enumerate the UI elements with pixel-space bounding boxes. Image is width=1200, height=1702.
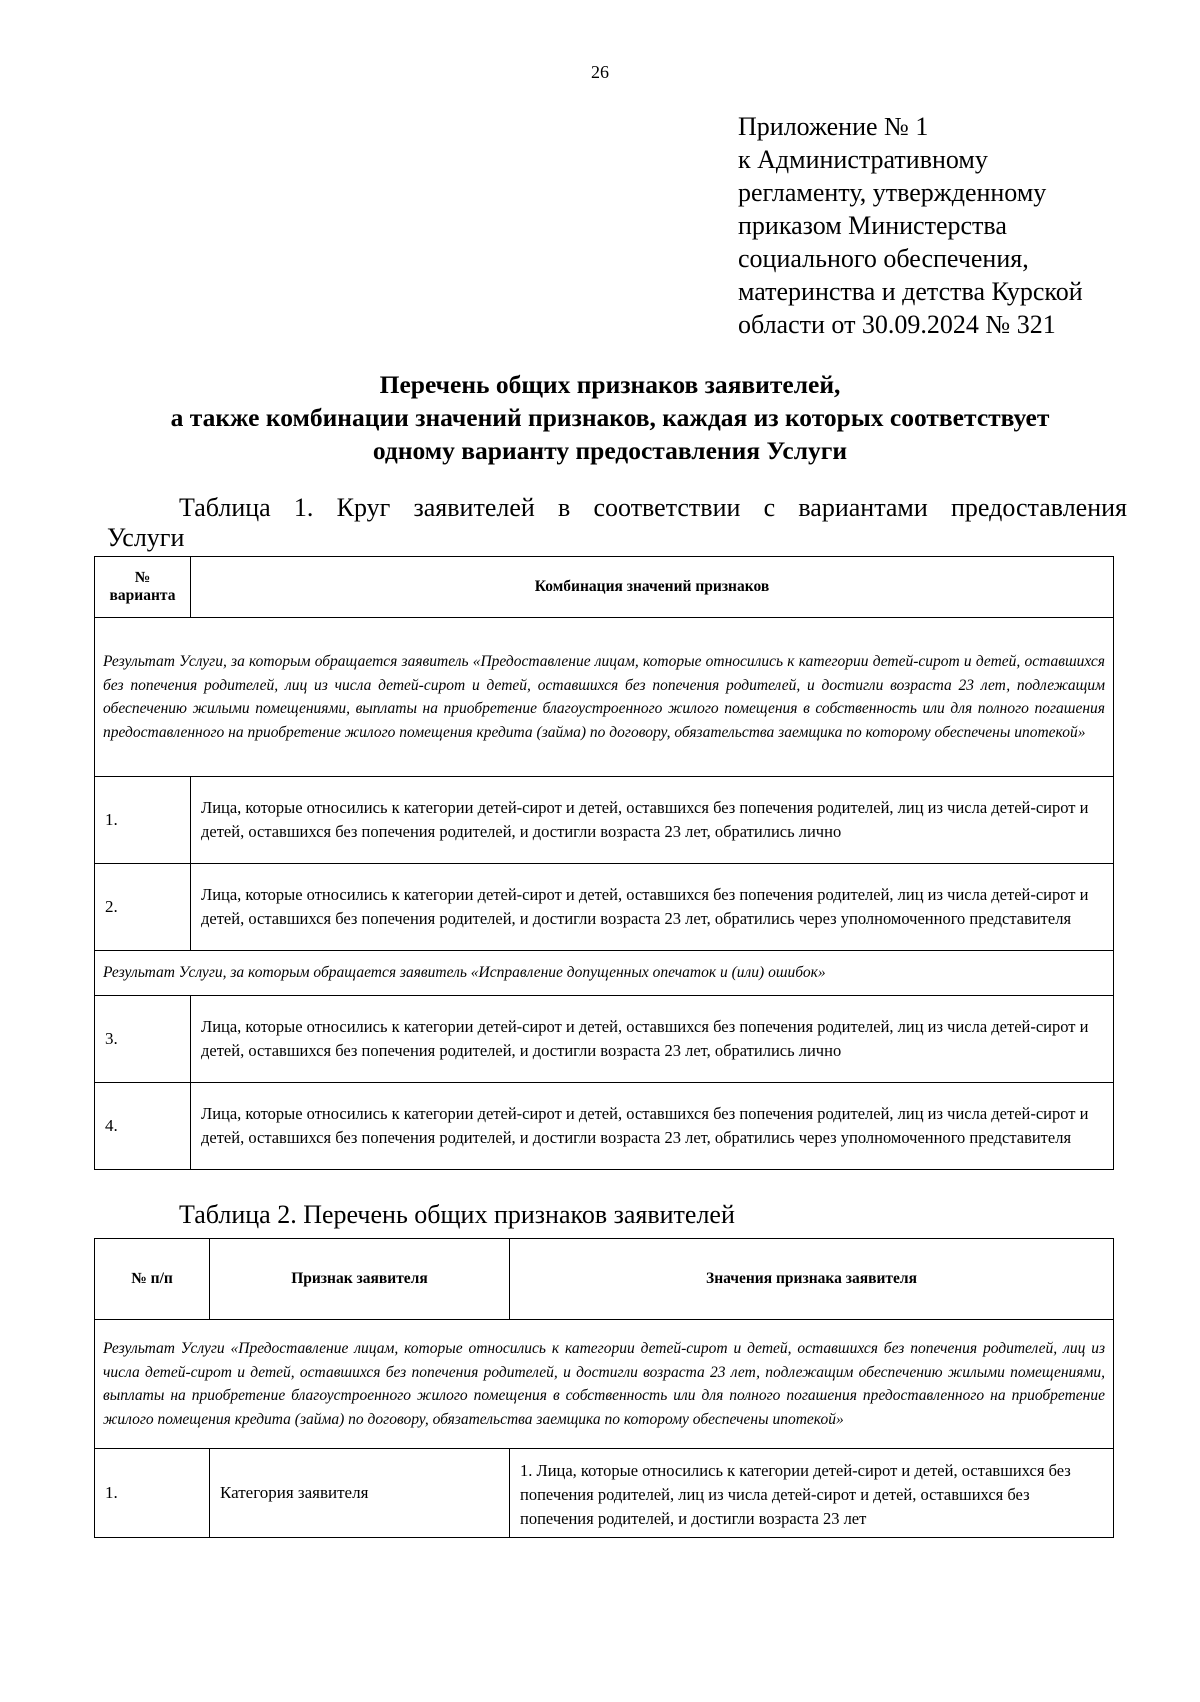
appendix-line: области от 30.09.2024 № 321 xyxy=(738,310,1056,339)
table2-caption: Таблица 2. Перечень общих признаков заявителей xyxy=(179,1200,735,1229)
table1-caption-line1: Таблица 1. Круг заявителей в соответствии с вариантами предоставления xyxy=(179,493,1127,522)
table2-header-row xyxy=(95,1239,1114,1320)
variant-combination: Лица, которые относились к категории детей-сирот и детей, оставшихся без попечения родителей, лиц из числа детей-сирот и детей, оставшихся без попечения родителей, и достигли возраста 23 лет, обратились через уполномоченного представителя xyxy=(191,1083,1114,1170)
table1-caption-line2: Услуги xyxy=(107,523,185,552)
table-row xyxy=(95,996,1114,1083)
table-row xyxy=(95,1083,1114,1170)
attribute-name: Категория заявителя xyxy=(210,1449,510,1538)
table1-caption xyxy=(107,493,1127,553)
table1-section-row xyxy=(95,951,1114,996)
table1-section-row xyxy=(95,618,1114,777)
document-title xyxy=(100,368,1120,467)
table1-section-result-2: Результат Услуги, за которым обращается заявитель «Исправление допущенных опечаток и (или) ошибок» xyxy=(95,951,1114,996)
variant-combination: Лица, которые относились к категории детей-сирот и детей, оставшихся без попечения родителей, лиц из числа детей-сирот и детей, оставшихся без попечения родителей, и достигли возраста 23 лет, обратились лично xyxy=(191,996,1114,1083)
table-row xyxy=(95,1449,1114,1538)
attribute-values: 1. Лица, которые относились к категории детей-сирот и детей, оставшихся без попечения родителей, лиц из числа детей-сирот и детей, оставшихся без попечения родителей, и достигли возраста 23 лет xyxy=(510,1449,1114,1538)
variant-combination: Лица, которые относились к категории детей-сирот и детей, оставшихся без попечения родителей, лиц из числа детей-сирот и детей, оставшихся без попечения родителей, и достигли возраста 23 лет, обратились лично xyxy=(191,777,1114,864)
table2-attributes xyxy=(94,1238,1114,1538)
table1-variants xyxy=(94,556,1114,1170)
variant-number: 4. xyxy=(95,1083,191,1170)
title-line: одному варианту предоставления Услуги xyxy=(372,436,848,465)
appendix-line: материнства и детства Курской xyxy=(738,277,1083,306)
table1-section-result-1: Результат Услуги, за которым обращается заявитель «Предоставление лицам, которые относились к категории детей-сирот и детей, оставшихся без попечения родителей, лиц из числа детей-сирот и детей, оставшихся без попечения родителей, и достигли возраста 23 лет, подлежащим обеспечению жилыми помещениями, выплаты на приобретение благоустроенного жилого помещения в собственность или для полного погашения предоставленного на приобретение жилого помещения кредита (займа) по договору, обязательства заемщика по которому обеспечены ипотекой» xyxy=(95,618,1114,777)
appendix-line: Приложение № 1 xyxy=(738,112,929,141)
title-line: Перечень общих признаков заявителей, xyxy=(379,370,841,399)
variant-number: 3. xyxy=(95,996,191,1083)
appendix-line: социального обеспечения, xyxy=(738,244,1029,273)
table1-header-num: № варианта xyxy=(95,557,191,618)
appendix-line: регламенту, утвержденному xyxy=(738,178,1047,207)
table2-header-attribute: Признак заявителя xyxy=(210,1239,510,1320)
appendix-block xyxy=(738,110,1083,341)
table2-header-num: № п/п xyxy=(95,1239,210,1320)
table-row xyxy=(95,777,1114,864)
table-row xyxy=(95,864,1114,951)
table1-header-row xyxy=(95,557,1114,618)
variant-number: 2. xyxy=(95,864,191,951)
table2-section-row xyxy=(95,1320,1114,1449)
table2-header-values: Значения признака заявителя xyxy=(510,1239,1114,1320)
appendix-line: к Административному xyxy=(738,145,988,174)
variant-combination: Лица, которые относились к категории детей-сирот и детей, оставшихся без попечения родителей, лиц из числа детей-сирот и детей, оставшихся без попечения родителей, и достигли возраста 23 лет, обратились через уполномоченного представителя xyxy=(191,864,1114,951)
attribute-number: 1. xyxy=(95,1449,210,1538)
title-line: а также комбинации значений признаков, каждая из которых соответствует xyxy=(170,403,1050,432)
appendix-line: приказом Министерства xyxy=(738,211,1007,240)
table1-header-combination: Комбинация значений признаков xyxy=(191,557,1114,618)
table2-section-result: Результат Услуги «Предоставление лицам, которые относились к категории детей-сирот и детей, оставшихся без попечения родителей, лиц из числа детей-сирот и детей, оставшихся без попечения родителей, и достигли возраста 23 лет, подлежащим обеспечению жилыми помещениями, выплаты на приобретение благоустроенного жилого помещения в собственность или для полного погашения предоставленного на приобретение жилого помещения кредита (займа) по договору, обязательства заемщика по которому обеспечены ипотекой» xyxy=(95,1320,1114,1449)
page-number: 26 xyxy=(591,62,609,82)
variant-number: 1. xyxy=(95,777,191,864)
